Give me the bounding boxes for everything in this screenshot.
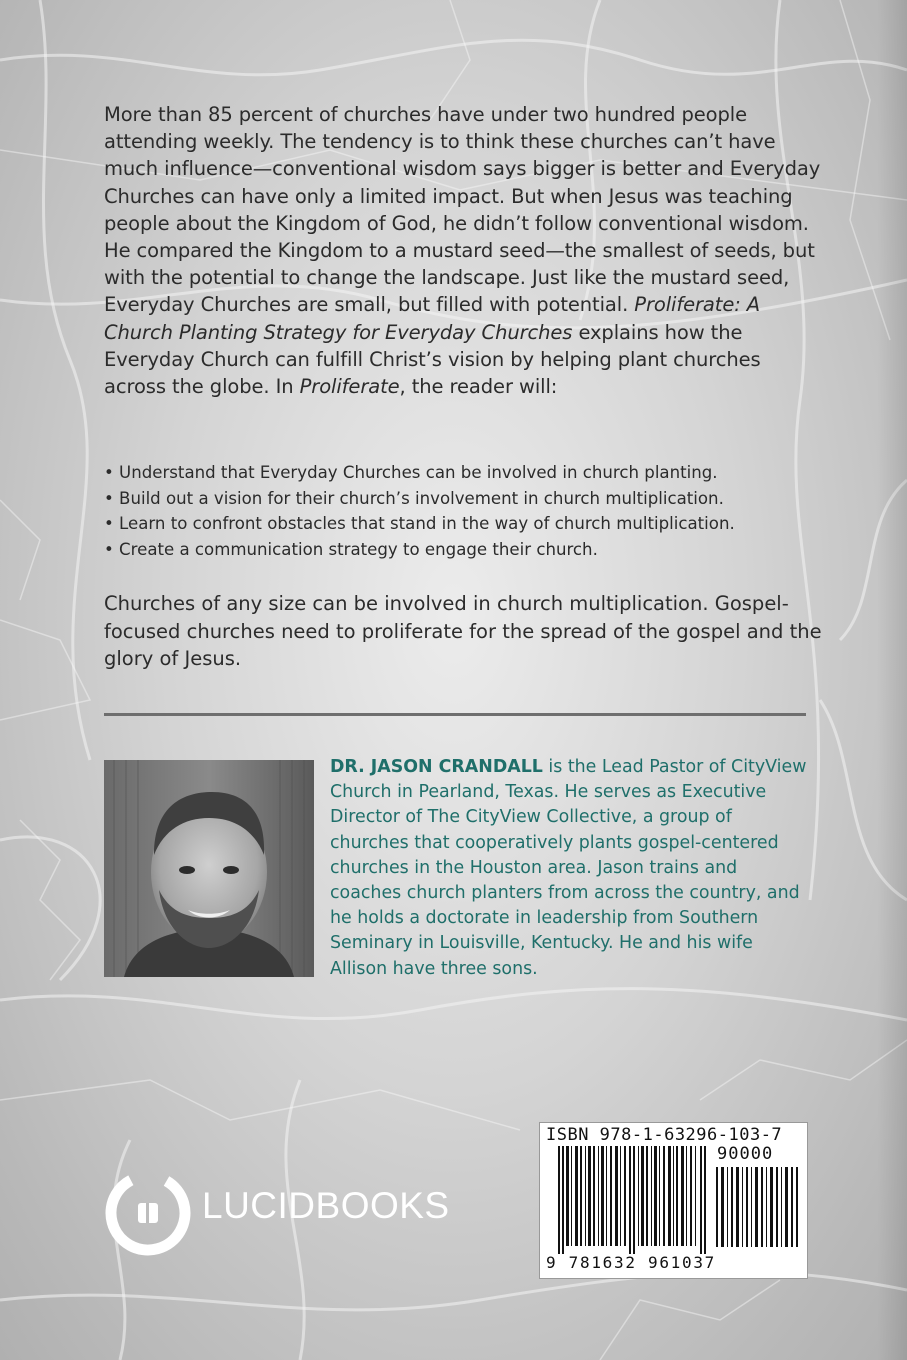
benefit-item: • Learn to confront obstacles that stand in the way of church multiplication. [104, 514, 735, 533]
author-photo [104, 760, 314, 977]
book-title-italic: Proliferate: A Church Planting Strategy for Everyday Churches [104, 293, 761, 344]
author-name: DR. JASON CRANDALL [330, 757, 543, 777]
book-title-short: Proliferate [299, 375, 400, 399]
benefit-list [104, 460, 824, 562]
author-bio [330, 755, 810, 982]
publisher-logo [105, 1170, 450, 1260]
spine-shade [877, 0, 907, 1360]
publisher-name: LUCIDBOOKS [202, 1185, 450, 1226]
price-code: 90000 [717, 1144, 774, 1164]
section-divider [104, 713, 806, 716]
description-text: More than 85 percent of churches have under two hundred people attending weekly. The tendency is to think these churches can’t have much influence—conventional wisdom says bigger is better and Everyday Churches can have only a limited impact. But when Jesus was teaching people about the Kingdom of God, he didn’t follow conventional wisdom. He compared the Kingdom to a mustard seed—the smallest of seeds, but with the potential to change the landscape. Just like the mustard seed, Everyday Churches are small, but filled with potential. [104, 103, 821, 317]
author-bio-text: is the Lead Pastor of CityView Church in Pearland, Texas. He serves as Executive Director of The CityView Collective, a group of churches that cooperatively plants gospel-centered churches in the Houston area. Jason trains and coaches church planters from across the country, and he holds a doctorate in leadership from Southern Seminary in Louisville, Kentucky. He and his wife Allison have three sons. [330, 757, 807, 979]
lucidbooks-logo-icon [105, 1170, 191, 1256]
barcode-bars [558, 1146, 708, 1254]
benefit-item: • Create a communication strategy to engage their church. [104, 539, 598, 559]
isbn-digits: 9 781632 961037 [546, 1253, 716, 1272]
isbn-barcode [539, 1122, 808, 1279]
benefit-item: • Build out a vision for their church’s involvement in church multiplication. [104, 488, 724, 508]
benefit-item: • Understand that Everyday Churches can be involved in church planting. [104, 463, 718, 482]
description-text-3: , the reader will: [399, 375, 558, 399]
description-text-2: explains how the Everyday Church can fulfill Christ’s vision by helping plant churches across the globe. In [104, 320, 761, 399]
addon-barcode-bars [716, 1167, 802, 1247]
closing-paragraph: Churches of any size can be involved in church multiplication. Gospel-focused churches need to proliferate for the spread of the gospel and the glory of Jesus. [104, 592, 822, 670]
author-portrait-graphic [104, 760, 314, 977]
isbn-label: ISBN 978-1-63296-103-7 [546, 1125, 783, 1145]
book-description [104, 101, 824, 400]
